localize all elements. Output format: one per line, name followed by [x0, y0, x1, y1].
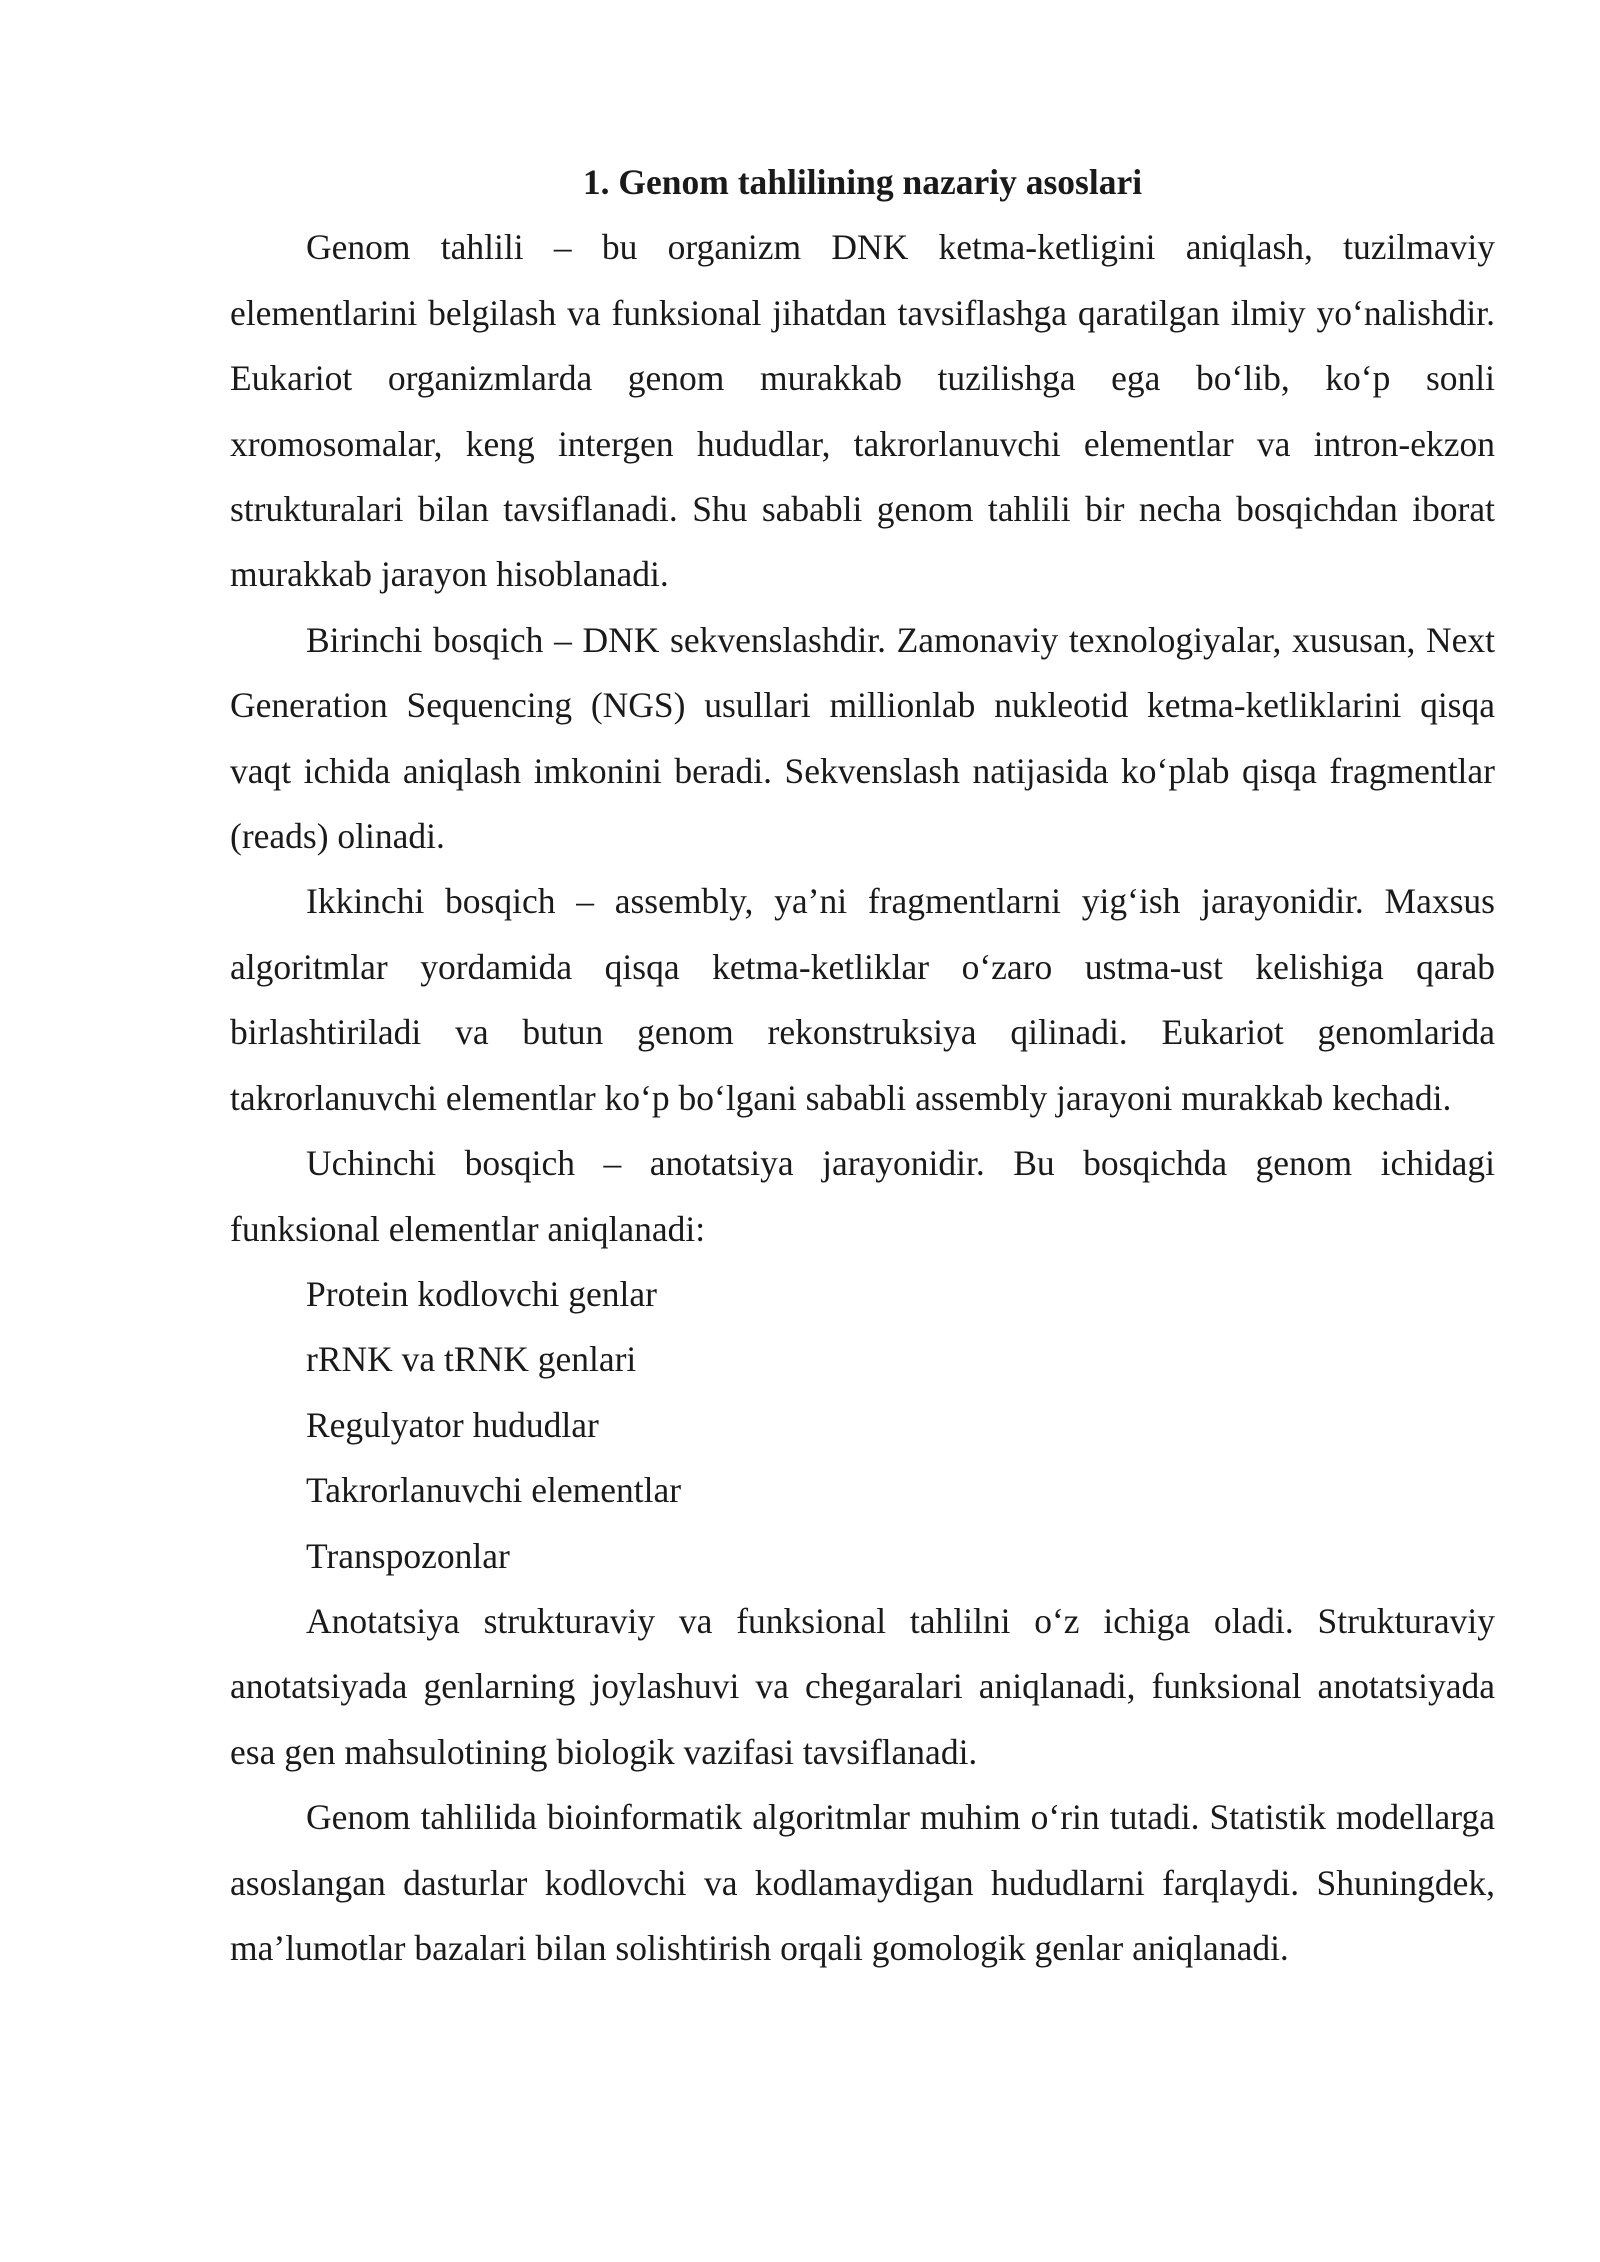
paragraph-bioinformatics: Genom tahlilida bioinformatik algoritmlar muhim o‘rin tutadi. Statistik modellarga asoslangan dasturlar kodlovchi va kodlamaydigan hududlarni farqlaydi. Shuningdek, ma’lumotlar bazalari bilan solishtirish orqali gomologik genlar aniqlanadi. [230, 1797, 1495, 1968]
list-item: Transpozonlar [306, 1535, 510, 1576]
section-heading: 1. Genom tahlilining nazariy asoslari [582, 162, 1143, 202]
paragraph-stage-one: Birinchi bosqich – DNK sekvenslashdir. Zamonaviy texnologiyalar, xususan, Next Generation Sequencing (NGS) usullari millionlab nukleotid ketma-ketliklarini qisqa vaqt ichida aniqlash imkonini beradi. Sekvenslash natijasida ko‘plab qisqa fragmentlar (reads) olinadi. [230, 619, 1495, 857]
list-item: rRNK va tRNK genlari [306, 1339, 637, 1380]
paragraph-intro: Genom tahlili – bu organizm DNK ketma-ketligini aniqlash, tuzilmaviy elementlarini belgilash va funksional jihatdan tavsiflashga qaratilgan ilmiy yo‘nalishdir. Eukariot organizmlarda genom murakkab tuzilishga ega bo‘lib, ko‘p sonli xromosomalar, keng intergen hududlar, takrorlanuvchi elementlar va intron-ekzon strukturalari bilan tavsiflanadi. Shu sababli genom tahlili bir necha bosqichdan iborat murakkab jarayon hisoblanadi. [230, 227, 1495, 595]
list-item: Regulyator hududlar [306, 1404, 599, 1445]
paragraph-stage-two: Ikkinchi bosqich – assembly, ya’ni fragmentlarni yig‘ish jarayonidir. Maxsus algoritmlar yordamida qisqa ketma-ketliklar o‘zaro ustma-ust kelishiga qarab birlashtiriladi va butun genom rekonstruksiya qilinadi. Eukariot genomlarida takrorlanuvchi elementlar ko‘p bo‘lgani sababli assembly jarayoni murakkab kechadi. [230, 881, 1495, 1118]
functional-elements-list [230, 1262, 1495, 1589]
list-item: Takrorlanuvchi elementlar [306, 1470, 682, 1511]
paragraph-stage-three: Uchinchi bosqich – anotatsiya jarayonidir. Bu bosqichda genom ichidagi funksional elementlar aniqlanadi: [230, 1143, 1495, 1249]
list-item: Protein kodlovchi genlar [306, 1273, 657, 1314]
paragraph-annotation: Anotatsiya strukturaviy va funksional tahlilni o‘z ichiga oladi. Strukturaviy anotatsiyada genlarning joylashuvi va chegaralari aniqlanadi, funksional anotatsiyada esa gen mahsulotining biologik vazifasi tavsiflanadi. [230, 1600, 1495, 1772]
document-page [230, 150, 1495, 1981]
